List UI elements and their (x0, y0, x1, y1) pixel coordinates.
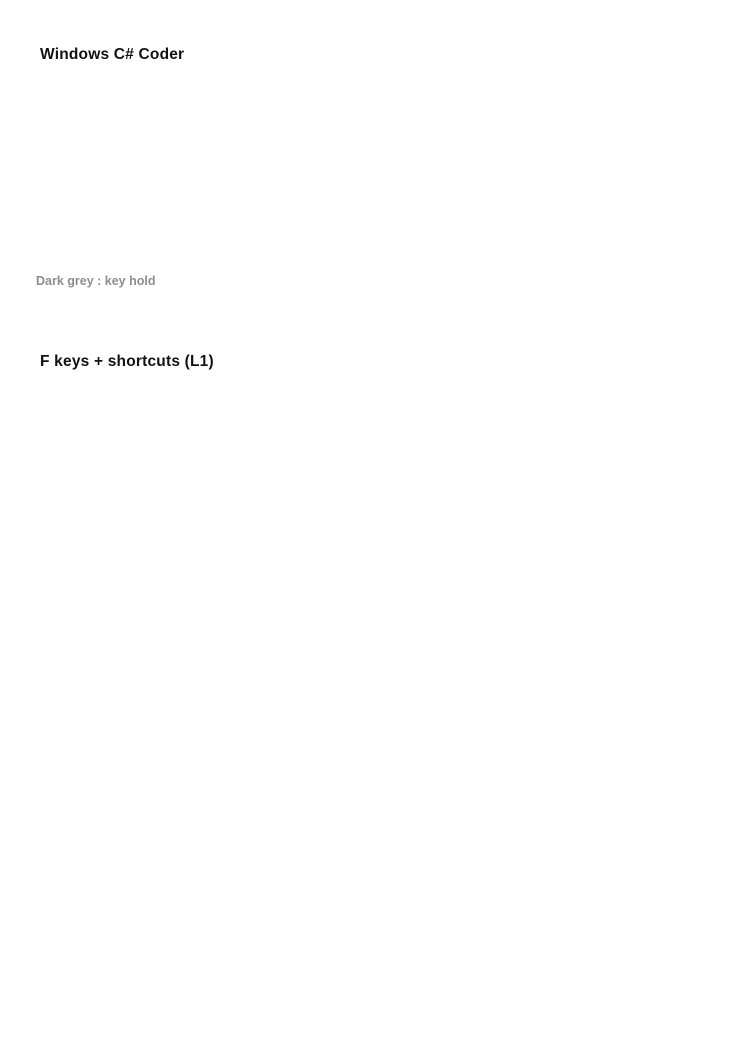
layer2-title: F keys + shortcuts (L1) (40, 353, 214, 370)
layer2-right-thumb-cluster (0, 0, 99, 99)
key-hold-legend: Dark grey : key hold (36, 274, 156, 288)
layer1-title: Windows C# Coder (40, 46, 185, 63)
